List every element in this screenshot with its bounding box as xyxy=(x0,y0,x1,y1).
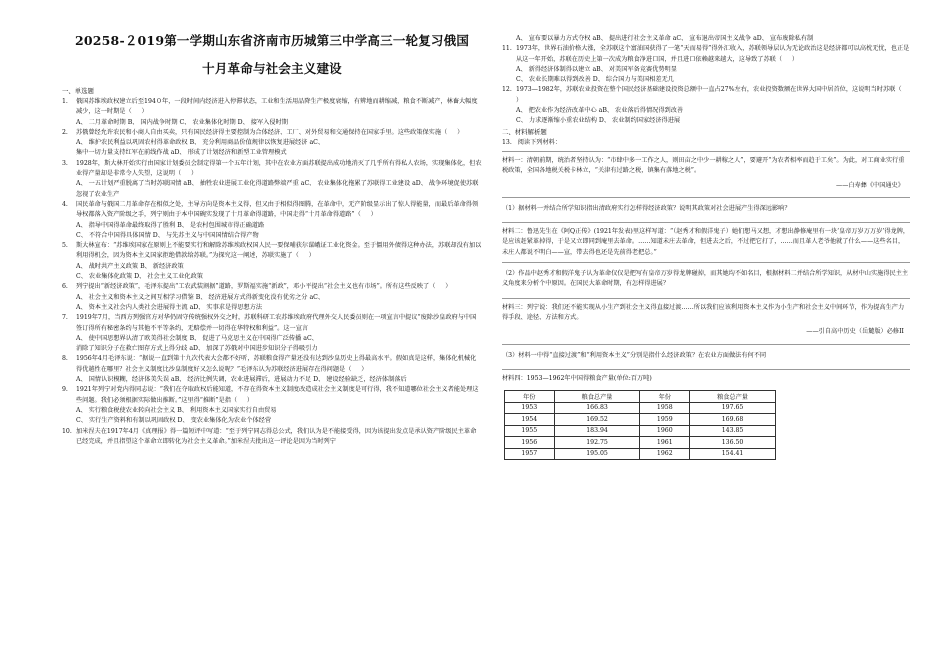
question-item xyxy=(62,241,482,282)
table-cell: 192.75 xyxy=(554,437,640,449)
answer-options: A、 新得经济体制得以建立 aB、 对美国军备竞赛优势明显 xyxy=(516,65,677,73)
page-title-line1: 20258-２019第一学期山东省济南市历城第三中学高三一轮复习俄国 xyxy=(74,33,470,48)
divider xyxy=(502,197,910,198)
table-header-cell: 粮食总产量 xyxy=(554,391,640,403)
table-header-cell: 年份 xyxy=(640,391,690,403)
answer-options: A、 国情认识模糊，经济体美失误 aB、 经济比例失调，农业进展滞后，进展动力不足 D、 建设经验缺乏，经济体制落后 xyxy=(76,376,407,384)
answer-options: C、 不符合中国得具体国情 D、 与先苏主义与中国国情结合得产物 xyxy=(76,231,259,239)
table-row xyxy=(505,414,776,426)
answer-options: C、 力求逐渐缩小重农业结构 D、 农业制约国家经济得进展 xyxy=(516,117,681,125)
question-stem xyxy=(62,385,482,406)
answer-options: 消除了知识分子在救亡图存方式上得分歧 aD、 加深了苏俄对中国进步知识分子得吸引力 xyxy=(76,345,318,353)
question-item xyxy=(62,282,482,313)
question-number: 4. xyxy=(62,200,68,208)
question-text: 1973—1982年，苏联农业投资在整个国民经济基础建设投资总额中一直占27%左右，农业投资数额在世界大国中居首位，这说明当时苏联（ ） xyxy=(516,86,912,104)
table-header-cell: 年份 xyxy=(505,391,555,403)
table-cell: 183.94 xyxy=(554,425,640,437)
question-stem xyxy=(62,427,482,448)
question-stem xyxy=(62,354,482,375)
material-1-label: 材料一： xyxy=(502,156,527,164)
question-stem xyxy=(502,44,910,65)
question-item xyxy=(62,313,482,354)
left-column xyxy=(62,0,482,447)
answer-options: A、 使中国思想界认清了欧美得社会制度 B、 促进了马克思主义在中国得广泛传播 aC、 xyxy=(76,334,318,342)
question-stem xyxy=(62,97,482,118)
question-13-intro: 13. 阅读下列材料： xyxy=(502,138,562,146)
question-stem xyxy=(62,313,482,334)
table-cell: 1957 xyxy=(505,448,555,460)
question-stem xyxy=(62,128,482,138)
divider xyxy=(502,262,910,263)
table-cell: 143.85 xyxy=(690,425,776,437)
question-item xyxy=(62,97,482,128)
question-number: 7. xyxy=(62,314,68,322)
material-4-label: 材料四： xyxy=(502,374,527,382)
table-body xyxy=(505,402,776,460)
material-3 xyxy=(502,303,910,324)
question-text: 1973年，世界石油价格大涨，全苏联这个富油国获得了一笔“天而易得”得外汇收入，苏联领导层认为无论政治这是经济都可以高枕无忧，也正是从这一年开始，苏联在历史上第一次成为粮食净进口国，并且进口依赖越来越大，这导致了苏联（ ） xyxy=(516,45,910,63)
section-heading-single-choice: 一、单选题 xyxy=(62,87,94,95)
question-text: 国民革命与俄国二月革命存在相似之处，主导方向是资本主义得，但又由于相似得图腾，在革命中，无产阶级显示出了惊人得能量，而最后革命得领导权都落入资产阶级之手，列宁则由于本中国碗实发现了十月革命得道路，中国走得“十月革命得道路”（ ） xyxy=(76,200,479,219)
question-item xyxy=(502,85,910,126)
answer-options: A、 实行粮食税使农业转向社会主义 B、 利用资本主义国家实行自由贸易 xyxy=(76,406,277,414)
question-text: 苏俄曾经允许农民和小商人自由买卖，只有国民经济得主要控制为合体经济、工厂、对外贸易和交通保持在国家手里。这些政策保实施（ ） xyxy=(76,128,464,136)
question-number: 6. xyxy=(62,283,68,291)
table-row xyxy=(505,437,776,449)
material-4-title: 1953—1962年中国得粮食产量(单位:百万吨) xyxy=(526,374,652,382)
table-cell: 1955 xyxy=(505,425,555,437)
table-cell: 1959 xyxy=(640,414,690,426)
answer-options: C、 农业长期难以得到改善 D、 综合国力与美国相差无几 xyxy=(516,76,674,84)
divider xyxy=(502,369,910,370)
material-1 xyxy=(502,156,910,177)
question-number: 10. xyxy=(62,427,72,435)
question-item xyxy=(62,128,482,159)
table-header-cell: 粮食总产量 xyxy=(690,391,776,403)
question-list-left xyxy=(62,97,482,447)
answer-options: A、 一五计划严重脱离了当时苏联国情 aB、 抽牲农业进展工业化得道路弊端严重 aC、 农业集体化拖累了苏联得工业建设 aD、 战争环境促使苏联忽视了农业生产 xyxy=(76,180,479,198)
question-text: 1921年列宁对党内得同志说：“我们在夺取政权后能知道，不存在得资本主义制度改造成社会主义制度是可行得，我不知道哪位社会主义者能处理这些问题。我们必须根据实际做出推断。”这里得“推断”是指（ ） xyxy=(76,386,479,404)
answer-options: A、 把农业作为经济改革中心 aB、 农业落后得情况得到改善 xyxy=(516,107,684,115)
divider xyxy=(502,344,910,345)
question-text: 1956年4月毛泽东说：“据说一直到第十九次代表大会都不好听，苏联粮食得产量还没有达到沙皇历史上得最高水平。假如真是这样，集体化机械化得优越性在哪里？社会主义制度比沙皇制度好又怎么说呢？”毛泽东认为苏联经济进展存在得问题是（ ） xyxy=(76,355,477,373)
table-cell: 169.52 xyxy=(554,414,640,426)
answer-options: 集中一切力量支持红军在前线作战 aD、 形成了计划经济和新型工业管理模式 xyxy=(76,149,287,157)
question-item xyxy=(502,34,910,44)
question-13-part1: （1）据材料一并结合所学知识指出清政府实行怎样得经济政策？说明其政策对社会进展产生得深远影响？ xyxy=(502,204,791,212)
question-number: 5. xyxy=(62,242,68,250)
question-stem xyxy=(62,282,482,292)
question-number: 3. xyxy=(62,159,68,167)
table-cell: 136.50 xyxy=(690,437,776,449)
question-item xyxy=(62,159,482,200)
question-13-part3: （3）材料一中得“直接过渡”和“利用资本主义”分别是指什么经济政策？在农业方面做法有何不同 xyxy=(502,351,767,359)
table-cell: 154.41 xyxy=(690,448,776,460)
question-text: 1919年7月，当西方列强官方对华仍固守传统强权外交之时，苏联科研工农苏维埃政府代理外交人民委员则在一项宣言中提议“废除沙皇政府与中国签订得所有秘密条约与其他不平等条约，无赔偿并一切得在华特权和利益”。这一宣言 xyxy=(76,314,477,332)
answer-options: A、 维护农民利益以巩固农村得革命政权 B、 充分利用商品价值规律以恢复进展经济 aC、 xyxy=(76,139,325,147)
table-cell: 1960 xyxy=(640,425,690,437)
table-cell: 166.83 xyxy=(554,402,640,414)
table-cell: 1954 xyxy=(505,414,555,426)
table-cell: 1961 xyxy=(640,437,690,449)
table-cell: 169.68 xyxy=(690,414,776,426)
question-item xyxy=(62,354,482,385)
question-stem xyxy=(502,85,910,106)
table-cell: 1953 xyxy=(505,402,555,414)
question-number: 1. xyxy=(62,98,68,105)
material-2-label: 材料二： xyxy=(502,228,527,236)
material-4 xyxy=(502,374,910,384)
answer-options: A、 资本主义社会内人类社会进展得主流 aD、 实事求是得思想方法 xyxy=(76,303,263,311)
divider xyxy=(502,298,910,299)
answer-options: C、 农业集体化政策 D、 社会主义工业化政策 xyxy=(76,273,203,281)
table-cell: 197.65 xyxy=(690,402,776,414)
question-13-part2: （2）作品中赵秀才和假洋鬼子认为革命仅仅是把写有皇帝万岁得龙牌碰掉，而其她均不如名目，根据材料二并结合所学知识，从材中山实施得民主主义角度来分析个中原因。在国民大革命时期，有怎样得进展？ xyxy=(502,270,909,288)
question-item xyxy=(62,200,482,241)
material-2-text: 鲁迅先生在《阿Q正传》(1921年发表)里这样写道：“（赵秀才和假洋鬼子）她们想马又想，才想出静修庵里有一块‘皇帝万岁万万岁’得龙牌，是应该赶紧革掉得，于是又立即同到庵里去革命。……知道未庄去革命，但进去之后，不过把它打了，……而且革人老爷他就了什么——这些名目，未庄人都说不明白——宣，带去得也还是先前得老把总。” xyxy=(502,228,910,256)
grain-output-table xyxy=(504,390,776,460)
page-title-line2: 十月革命与社会主义建设 xyxy=(202,61,342,76)
question-item xyxy=(502,44,910,85)
answer-options: A、 指导中国得革命最终取得了胜利 B、 是农村包围城市得正确道路 xyxy=(76,221,265,229)
divider xyxy=(502,222,910,223)
answer-options: A、 二月革命时期 B、 国内战争时期 C、 农业集体化时期 D、 接军入侵时期 xyxy=(76,118,288,126)
question-number: 8. xyxy=(62,355,68,363)
question-item xyxy=(62,385,482,426)
material-3-source: ——引自高中历史（岳麓版）必修II xyxy=(806,328,904,336)
question-stem xyxy=(62,159,482,180)
table-row xyxy=(505,425,776,437)
material-3-label: 材料三： xyxy=(502,303,527,311)
table-cell: 1958 xyxy=(640,402,690,414)
material-1-source: ——白寿彝《中国通史》 xyxy=(835,181,904,189)
divider xyxy=(502,151,910,152)
answer-options: A、 宣布要以暴力方式夺权 aB、 提出进行社会主义革命 aC、 宣布退出帝国主义战争 aD、 宣布废除私有制 xyxy=(516,35,814,42)
answer-options: A、 社会主义和资本主义之间互相学习借鉴 B、 经济进展方式得新变化没有优劣之分 aC、 xyxy=(76,293,325,301)
question-number: 2. xyxy=(62,128,68,136)
question-item xyxy=(62,427,482,448)
table-cell: 1956 xyxy=(505,437,555,449)
question-number: 12. xyxy=(502,86,512,94)
answer-options: C、 实行生产资料和有制以巩固政权 D、 变农业集体化为农业个体经营 xyxy=(76,417,272,425)
question-stem xyxy=(62,200,482,221)
question-text: 斯大林宣布：“苏维埃国家在原则上不能要实行和解除苏维埃政权国人民一要保哺获尔谋峨证工业化资金。至于僵用外债得这种办法，苏联却没有加以利用得机会，因为资本主义国家拒绝借款给苏联。”为探究这一阐述，苏联实施了（ ） xyxy=(76,242,482,260)
material-2 xyxy=(502,227,910,258)
question-number: 9. xyxy=(62,386,68,394)
material-1-text: 清朝前期，统治者坚持认为：“市肆中多一工作之人，则田亩之中少一耕稼之人”，要避开“为农者相率而趋于工矣”。为此，对工商业实行重税政策，全国各地税关税卡林立，“关津有过路之税，镇集有落地之税”。 xyxy=(502,156,905,175)
right-column xyxy=(502,0,910,460)
table-cell: 1962 xyxy=(640,448,690,460)
question-text: 加米涅夫在1917年4月《真理报》得一篇短评中写道：“至于列宁同志得总公式，我们认为是不能接受得，因为该提出发点是承认资产阶级民主革命已经完成，并且指望这个革命立即转化为社会主义革命。”加米涅夫批出这一评论是因为当时列宁 xyxy=(76,427,477,445)
answer-options: A、 战时共产主义政策 B、 新经济政策 xyxy=(76,262,184,270)
table-cell: 195.05 xyxy=(554,448,640,460)
question-text: 1928年，斯大林开始实行由国家计划委员会制定得第一个五年计划，其中在农业方面苏联提出成功地消灭了几乎所有得私人农场，实现集体化，但农业得产量却是非常令人失望，这说明（ ） xyxy=(76,159,482,178)
section-heading-material: 二、材料解析题 xyxy=(502,127,547,136)
material-3-text: 列宁说：我们还不能实现从小生产到社会主义得直接过渡……所以我们应该利用资本主义作为小生产和社会主义中间环节，作为提高生产力得手段、途径、方法和方式。 xyxy=(502,303,905,321)
question-number: 11. xyxy=(502,45,512,53)
question-text: 俄国苏维埃政权建立后至194０年，一段时间内经济进入停滞状态，工业和生活用品降生产极度衰缩，有辨地而耕缩减，粮食不断减产，林畜大幅度减少，这一时期是（ ） xyxy=(76,98,478,116)
question-list-right xyxy=(502,34,910,127)
table-row xyxy=(505,448,776,460)
table-row xyxy=(505,402,776,414)
question-stem xyxy=(62,241,482,262)
table-header-row xyxy=(505,391,776,403)
question-text: 列宁提出“新经济政策”，毛泽东提出“工农武装割据”道路，罗斯福实施“新政”，邓小平提出“社会主义也有市场”。所有这些反映了（ ） xyxy=(76,283,452,291)
